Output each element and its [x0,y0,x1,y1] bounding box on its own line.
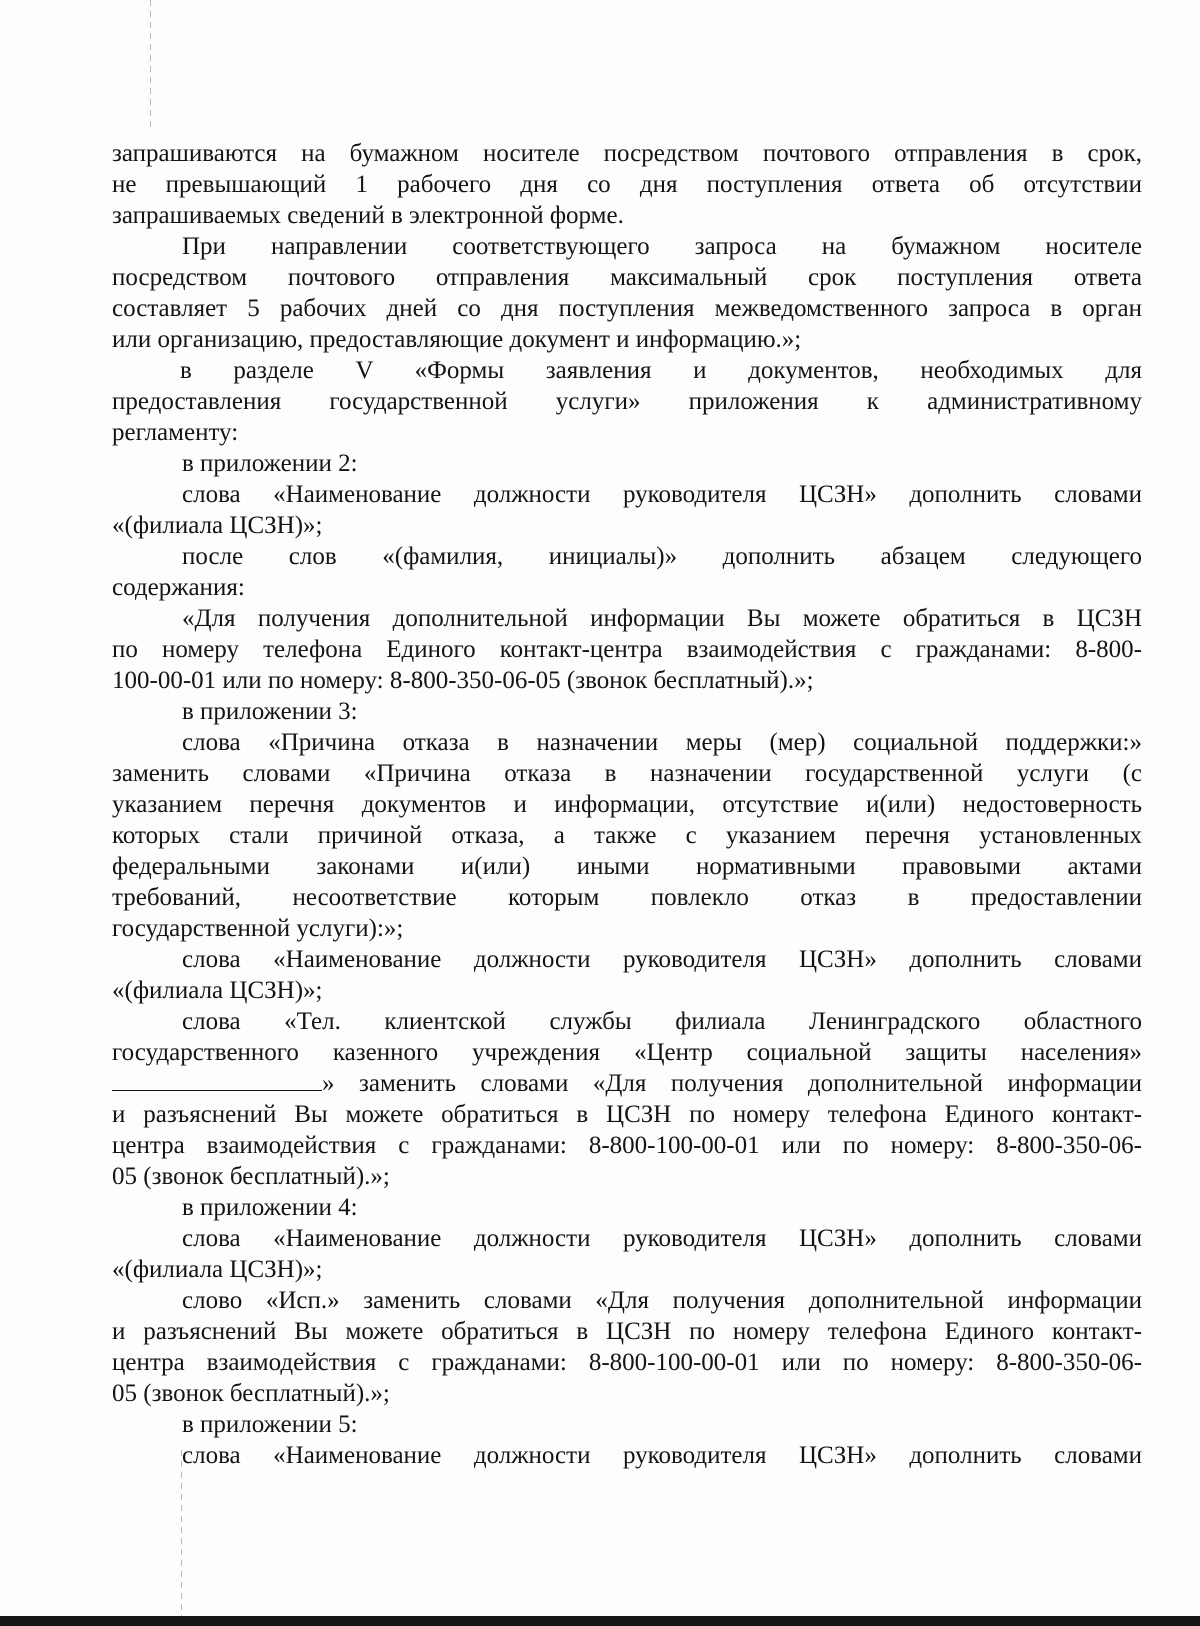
line-text: При направлении соответствующего запроса на бумажном носителе [182,233,1142,260]
line-text: и разъяснений Вы можете обратиться в ЦСЗН по номеру телефона Единого контакт- [112,1101,1142,1128]
line-text: или организацию, предоставляющие документ и информацию.»; [112,326,802,353]
document-line [112,355,1142,386]
line-text: содержания: [112,574,245,601]
line-text: после слов «(фамилия, инициалы)» дополнить абзацем следующего [182,543,1142,570]
document-line [112,1409,1142,1440]
document-line [112,1161,1142,1192]
fill-in-blank [112,1068,322,1091]
line-text: заменить словами «Причина отказа в назначении государственной услуги (с [112,760,1142,787]
document-line [112,1378,1142,1409]
document-line [112,510,1142,541]
document-line [112,572,1142,603]
document-line [112,603,1142,634]
document-line [112,1440,1142,1471]
line-text: требований, несоответствие которым повлекло отказ в предоставлении [112,884,1142,911]
document-line [112,789,1142,820]
line-text: не превышающий 1 рабочего дня со дня поступления ответа об отсутствии [112,171,1142,198]
line-text: слова «Наименование должности руководителя ЦСЗН» дополнить словами [182,1442,1142,1469]
line-text: «(филиала ЦСЗН)»; [112,977,323,1004]
document-line [112,1223,1142,1254]
line-text: государственного казенного учреждения «Центр социальной защиты населения» [112,1039,1142,1066]
line-text: федеральными законами и(или) иными нормативными правовыми актами [112,853,1142,880]
document-line [112,1316,1142,1347]
document-line [112,1254,1142,1285]
line-text: указанием перечня документов и информации, отсутствие и(или) недостоверность [112,791,1142,818]
line-text: 05 (звонок бесплатный).»; [112,1380,390,1407]
line-text: запрашиваются на бумажном носителе посредством почтового отправления в срок, [112,140,1142,167]
line-text: которых стали причиной отказа, а также с указанием перечня установленных [112,822,1142,849]
line-text: в приложении 2: [182,450,358,477]
document-line [112,200,1142,231]
document-line [112,696,1142,727]
document-line [112,1347,1142,1378]
scan-artifact-line [150,0,151,128]
document-line [112,1006,1142,1037]
line-text: слова «Наименование должности руководителя ЦСЗН» дополнить словами [182,946,1142,973]
document-line [112,727,1142,758]
line-text: слово «Исп.» заменить словами «Для получения дополнительной информации [182,1287,1142,1314]
line-text: в разделе V «Формы заявления и документов, необходимых для [180,357,1142,384]
document-line [112,913,1142,944]
line-text: «(филиала ЦСЗН)»; [112,512,323,539]
document-line [112,448,1142,479]
document-line [112,820,1142,851]
line-text: слова «Тел. клиентской службы филиала Ленинградского областного [182,1008,1142,1035]
document-line [112,386,1142,417]
line-text: слова «Причина отказа в назначении меры (мер) социальной поддержки:» [182,729,1142,756]
line-text: государственной услуги):»; [112,915,404,942]
line-text: составляет 5 рабочих дней со дня поступления межведомственного запроса в орган [112,295,1142,322]
document-line [112,479,1142,510]
line-text: 100-00-01 или по номеру: 8-800-350-06-05 (звонок бесплатный).»; [112,667,814,694]
line-text: в приложении 5: [182,1411,358,1438]
line-text: слова «Наименование должности руководителя ЦСЗН» дополнить словами [182,481,1142,508]
document-line [112,138,1142,169]
document-line [112,417,1142,448]
document-line [112,1068,1142,1099]
line-text: в приложении 4: [182,1194,358,1221]
scan-artifact-line [181,1450,182,1616]
document-body [112,138,1142,1471]
document-line [112,1037,1142,1068]
line-text: предоставления государственной услуги» приложения к административному [112,388,1142,415]
line-text: центра взаимодействия с гражданами: 8-800-100-00-01 или по номеру: 8-800-350-06- [112,1132,1142,1159]
line-text: в приложении 3: [182,698,358,725]
line-text: слова «Наименование должности руководителя ЦСЗН» дополнить словами [182,1225,1142,1252]
document-line [112,293,1142,324]
document-line [112,851,1142,882]
scan-bottom-edge [0,1616,1200,1626]
line-text: «(филиала ЦСЗН)»; [112,1256,323,1283]
document-line [112,1130,1142,1161]
document-line [112,882,1142,913]
line-text: 05 (звонок бесплатный).»; [112,1163,390,1190]
document-line [112,169,1142,200]
line-text: регламенту: [112,419,239,446]
line-text: запрашиваемых сведений в электронной форме. [112,202,624,229]
line-text: центра взаимодействия с гражданами: 8-800-100-00-01 или по номеру: 8-800-350-06- [112,1349,1142,1376]
line-text: по номеру телефона Единого контакт-центра взаимодействия с гражданами: 8-800- [112,636,1142,663]
line-text: и разъяснений Вы можете обратиться в ЦСЗН по номеру телефона Единого контакт- [112,1318,1142,1345]
document-line [112,231,1142,262]
document-line [112,262,1142,293]
document-line [112,975,1142,1006]
line-text: посредством почтового отправления максимальный срок поступления ответа [112,264,1142,291]
document-line [112,758,1142,789]
document-line [112,1192,1142,1223]
document-line [112,944,1142,975]
document-line [112,634,1142,665]
line-text: «Для получения дополнительной информации Вы можете обратиться в ЦСЗН [182,605,1142,632]
document-line [112,1099,1142,1130]
document-line [112,324,1142,355]
document-line [112,665,1142,696]
document-line [112,541,1142,572]
line-text: » заменить словами «Для получения дополнительной информации [322,1070,1142,1097]
document-line [112,1285,1142,1316]
